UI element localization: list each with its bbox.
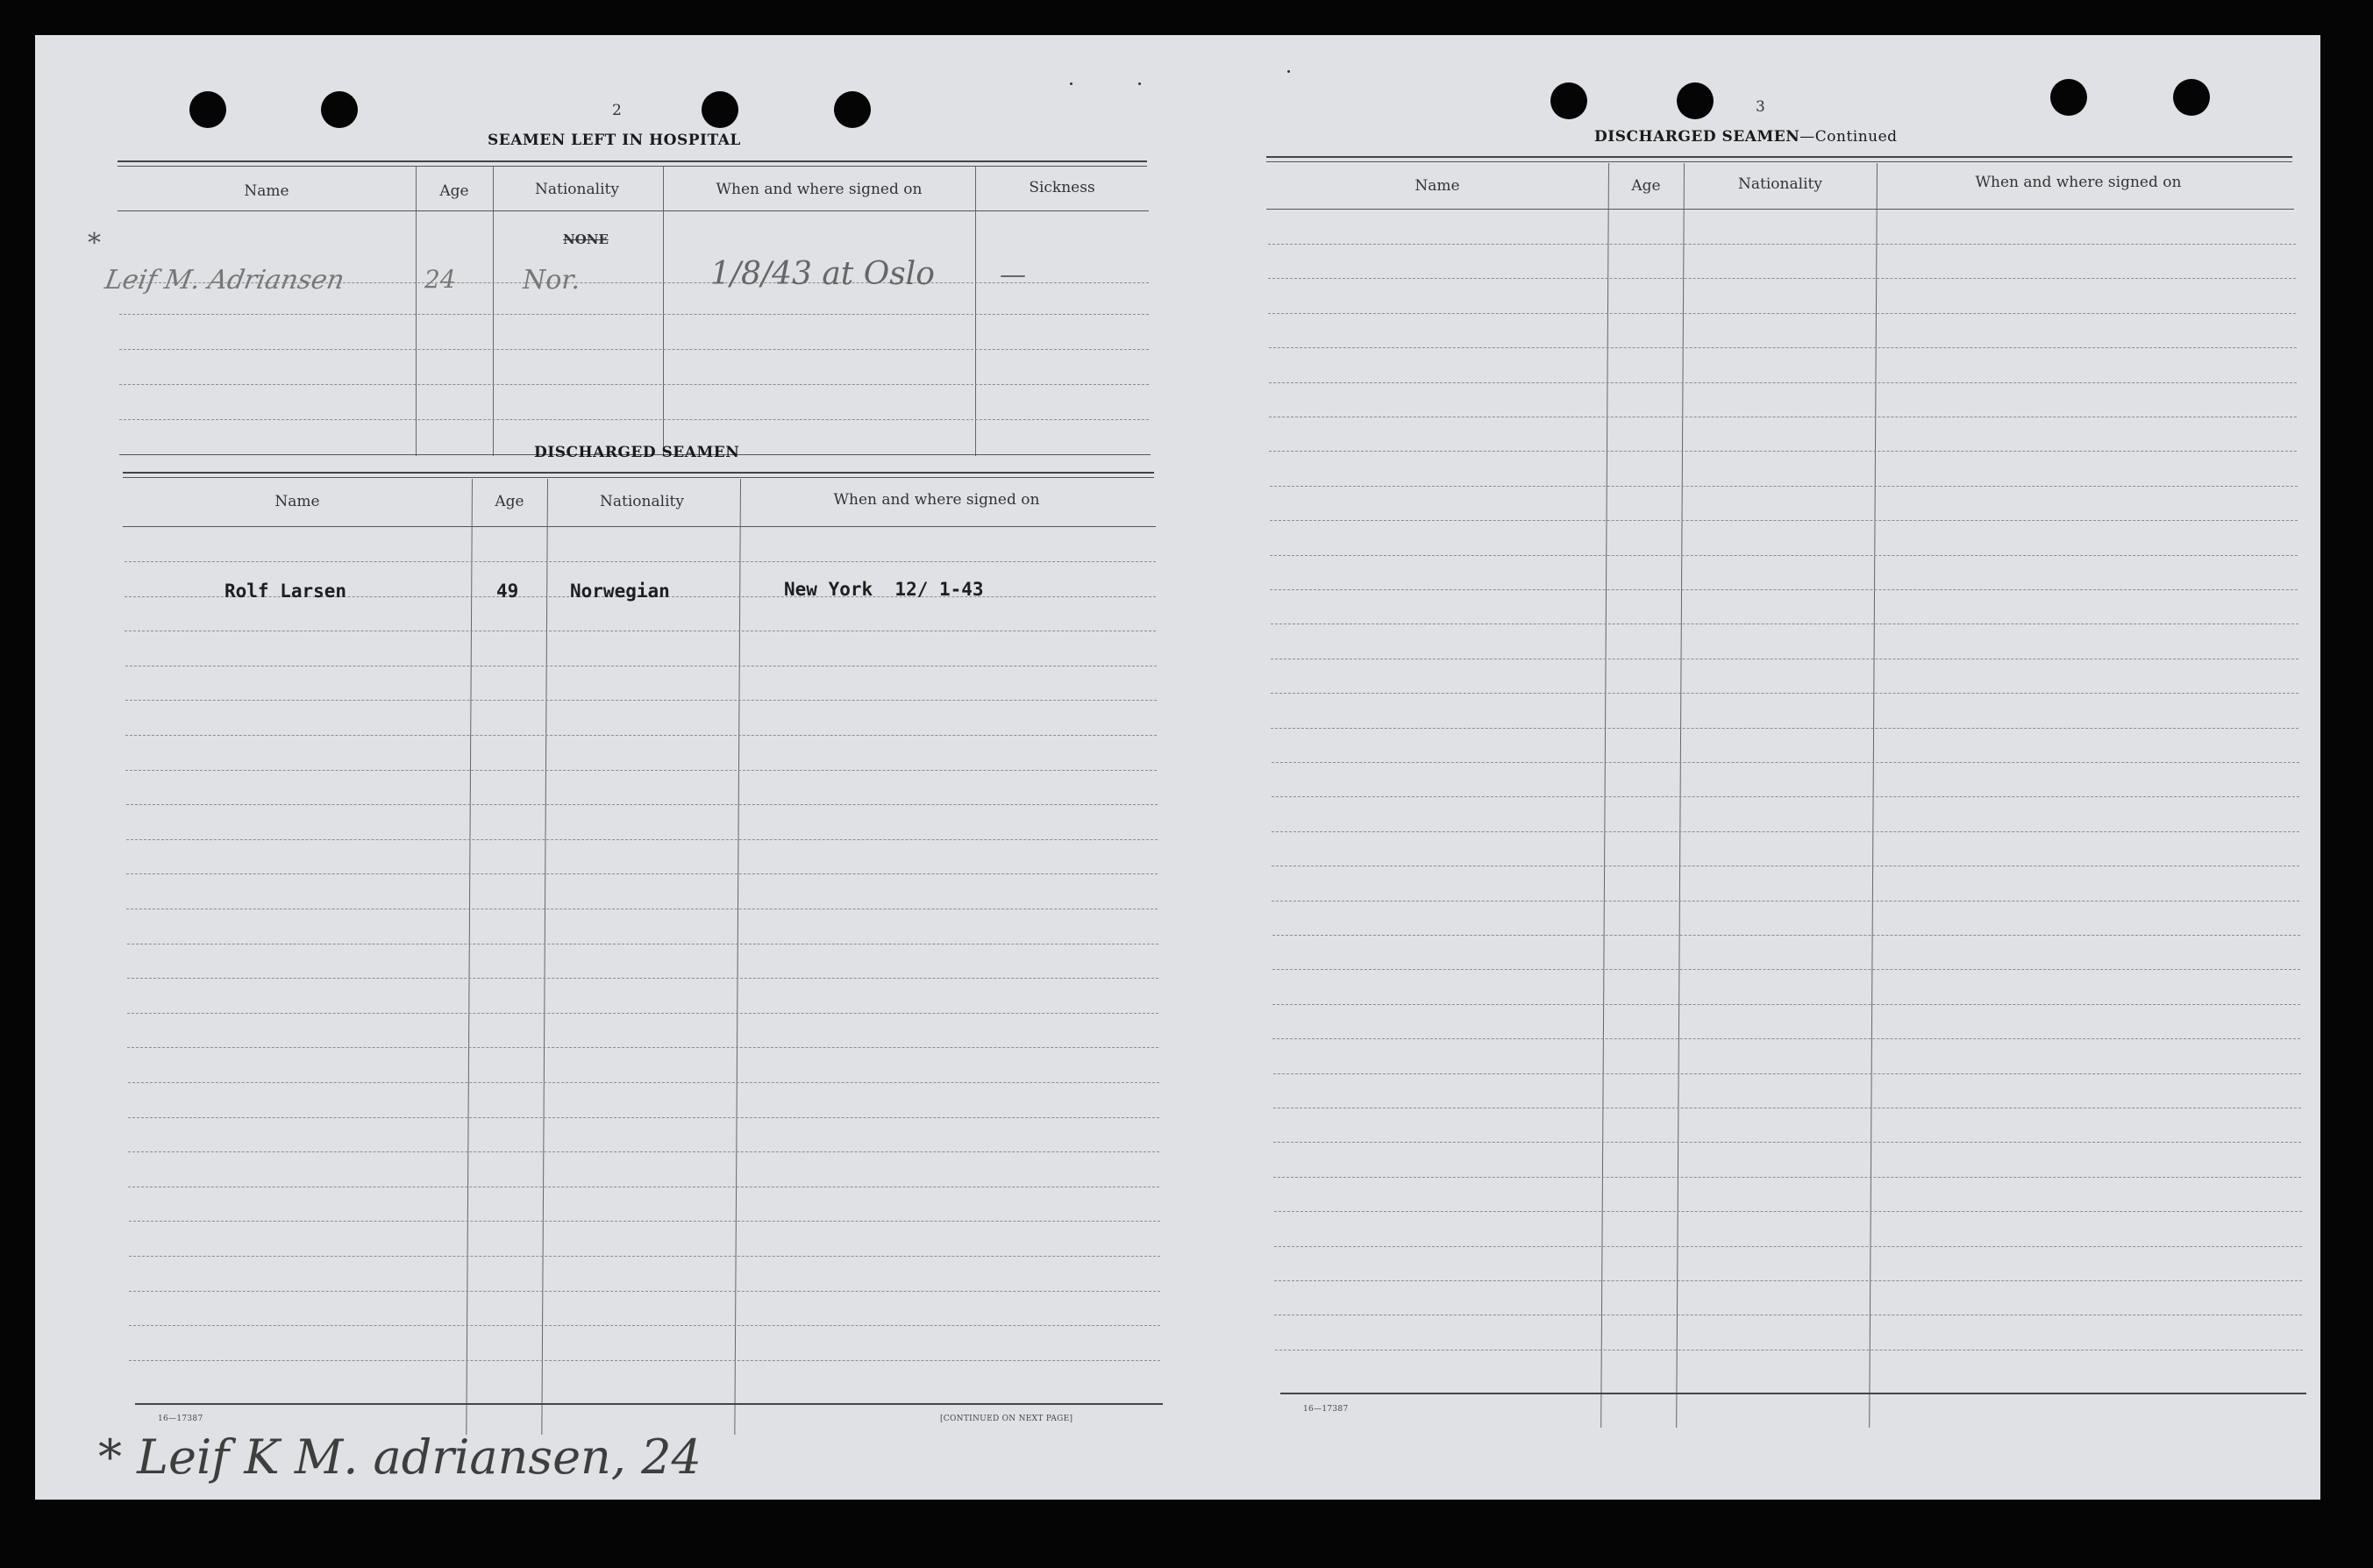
table-row-line (127, 1047, 1158, 1048)
table-row-line (129, 1221, 1160, 1222)
hospital-col-sickness: Sickness (1029, 179, 1095, 196)
table-row-line (129, 1291, 1160, 1292)
punch-hole (1677, 82, 1714, 119)
stray-mark (1138, 82, 1141, 85)
hospital-col-divider (416, 167, 417, 456)
discharged-col-age: Age (495, 493, 524, 510)
discharged-row-signed-on: New York 12/ 1-43 (784, 579, 984, 600)
hospital-col-name: Name (244, 182, 289, 200)
table-row-line (1271, 728, 2298, 729)
table-row-line (126, 804, 1158, 805)
hospital-col-divider (493, 167, 494, 456)
table-row-line (129, 1256, 1160, 1257)
table-row-line (125, 735, 1157, 736)
right-col-divider (1600, 163, 1609, 1428)
table-row-line (125, 770, 1157, 771)
table-row-line (1274, 1280, 2302, 1281)
table-row-line (1273, 1073, 2301, 1074)
discharged-col-signed-on: When and where signed on (833, 491, 1040, 509)
discharged-table-bottom-rule (135, 1403, 1163, 1405)
right-col-signed-on: When and where signed on (1975, 174, 2182, 191)
table-row-line (1271, 693, 2298, 694)
handwritten-footnote: * Leif K M. adriansen, 24 (98, 1429, 702, 1485)
table-row-line (1272, 935, 2300, 936)
hospital-entry-age: 24 (424, 265, 456, 294)
right-table-top-rule (1266, 161, 2292, 162)
table-row-line (1269, 451, 2297, 452)
table-row-line (1272, 901, 2299, 902)
right-header-rule (1266, 209, 2294, 210)
table-row-line (1272, 831, 2299, 832)
table-row-line (126, 839, 1158, 840)
discharged-row-name: Rolf Larsen (224, 581, 347, 602)
table-row-line (1268, 244, 2296, 245)
table-row-line (1270, 520, 2298, 521)
table-row-line (125, 561, 1156, 562)
form-number: 16—17387 (158, 1415, 203, 1423)
page-number: 3 (1756, 98, 1765, 116)
table-row-line (1274, 1211, 2302, 1212)
table-row-line (1268, 313, 2296, 314)
table-row-line (1273, 1177, 2301, 1178)
discharged-col-name: Name (274, 493, 320, 510)
table-row-line (1270, 486, 2298, 487)
punch-hole (321, 91, 358, 128)
hospital-col-signed-on: When and where signed on (716, 181, 923, 198)
stray-mark (1070, 82, 1072, 85)
right-col-age: Age (1631, 177, 1661, 195)
section-title-main: DISCHARGED SEAMEN (1594, 128, 1800, 146)
hospital-col-age: Age (439, 182, 469, 200)
section-title-discharged: DISCHARGED SEAMEN (534, 444, 740, 461)
discharged-row-nationality: Norwegian (570, 581, 670, 602)
table-row-line (128, 1082, 1159, 1083)
table-row-line (1272, 762, 2299, 763)
discharged-col-nationality: Nationality (600, 493, 684, 510)
table-row-line (128, 1117, 1159, 1118)
table-row-line (1272, 796, 2299, 797)
hospital-table-top-rule (118, 160, 1147, 162)
hospital-table-top-rule (118, 166, 1147, 167)
hospital-col-divider (975, 167, 976, 456)
table-row-line (1269, 382, 2297, 383)
table-row-line (1270, 555, 2298, 556)
section-title-hospital: SEAMEN LEFT IN HOSPITAL (488, 132, 741, 149)
table-row-line (1272, 1038, 2300, 1039)
hospital-row-line (119, 384, 1149, 385)
table-row-line (1275, 1350, 2303, 1351)
table-row-line (129, 1325, 1160, 1326)
hospital-row-line (119, 314, 1149, 315)
right-col-divider (1676, 163, 1685, 1428)
table-row-line (125, 700, 1157, 701)
right-col-nationality: Nationality (1738, 175, 1822, 193)
right-table-top-rule (1266, 156, 2292, 158)
hospital-header-rule (118, 210, 1149, 211)
discharged-header-rule (123, 526, 1156, 527)
hospital-entry-nationality-note: NONE (563, 232, 609, 247)
form-number: 16—17387 (1303, 1405, 1349, 1414)
punch-hole (189, 91, 226, 128)
section-title-continued: —Continued (1799, 128, 1898, 146)
hospital-entry-name: Leif M. Adriansen (102, 265, 347, 296)
discharged-row-age: 49 (496, 581, 519, 602)
table-row-line (126, 873, 1158, 874)
table-row-line (1272, 1004, 2300, 1005)
hospital-entry-signed-on: 1/8/43 at Oslo (710, 256, 935, 292)
table-row-line (127, 978, 1158, 979)
punch-hole (834, 91, 871, 128)
punch-hole (2173, 79, 2210, 116)
table-row-line (1269, 347, 2297, 348)
table-row-line (1268, 278, 2296, 279)
hospital-entry-nationality: Nor. (523, 265, 580, 296)
punch-hole (2050, 79, 2087, 116)
hospital-row-line (119, 349, 1149, 350)
stray-mark (1287, 70, 1290, 73)
table-row-line (1270, 589, 2298, 590)
hospital-row-line (119, 419, 1149, 420)
hospital-entry-marker: * (88, 228, 101, 259)
right-table-bottom-rule (1280, 1393, 2306, 1394)
right-col-name: Name (1415, 177, 1460, 195)
discharged-table-top-rule (123, 477, 1154, 478)
page-number: 2 (612, 102, 622, 119)
table-row-line (1272, 969, 2300, 970)
hospital-col-nationality: Nationality (535, 181, 619, 198)
discharged-table-top-rule (123, 472, 1154, 474)
table-row-line (128, 1151, 1159, 1152)
hospital-entry-sickness: — (1000, 260, 1026, 290)
record-sheet (35, 35, 2320, 1500)
table-row-line (127, 1013, 1158, 1014)
table-row-line (1273, 1142, 2301, 1143)
table-row-line (129, 1360, 1160, 1361)
section-title-discharged-continued (1594, 128, 1898, 146)
hospital-col-divider (663, 167, 664, 456)
punch-hole (702, 91, 738, 128)
table-row-line (1274, 1246, 2302, 1247)
continued-note: [CONTINUED ON NEXT PAGE] (940, 1415, 1073, 1423)
right-col-divider (1869, 163, 1878, 1428)
punch-hole (1550, 82, 1587, 119)
